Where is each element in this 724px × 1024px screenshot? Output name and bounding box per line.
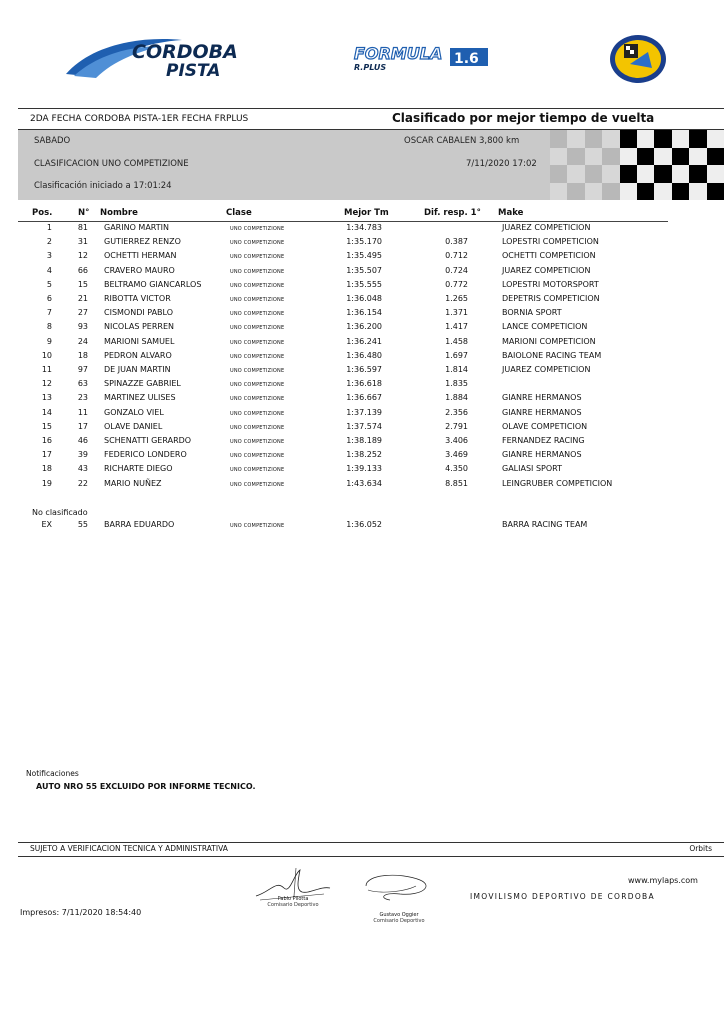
row-class: UNO COMPETIZIONE: [230, 311, 285, 318]
table-row: [0, 280, 724, 294]
row-driver-name: DE JUAN MARTIN: [104, 365, 171, 374]
header-divider: [18, 221, 668, 222]
row-best-time: 1:38.252: [346, 450, 382, 460]
row-pos: 11: [41, 365, 52, 374]
row-best-time: 1:36.597: [346, 365, 382, 374]
flag-square: [707, 183, 724, 201]
col-num: N°: [78, 208, 90, 218]
row-number: 23: [77, 393, 88, 403]
row-driver-name: RIBOTTA VICTOR: [104, 294, 171, 303]
table-row: [0, 365, 724, 379]
row-gap: 1.884: [445, 393, 468, 403]
row-best-time: 1:36.200: [346, 322, 382, 332]
flag-square: [620, 130, 637, 148]
row-number: 63: [77, 379, 88, 389]
row-gap: 1.417: [445, 322, 468, 332]
flag-square: [602, 165, 619, 183]
row-class: UNO COMPETIZIONE: [230, 254, 285, 261]
row-number: 17: [77, 421, 88, 431]
row-driver-name: CRAVERO MAURO: [104, 265, 175, 275]
row-pos: 16: [41, 436, 52, 445]
row-team: LOPESTRI COMPETICION: [502, 237, 599, 247]
row-team: JUAREZ COMPETICION: [502, 365, 591, 374]
row-gap: 0.712: [445, 251, 468, 261]
table-row: [0, 223, 724, 237]
table-row: [0, 351, 724, 365]
flag-square: [672, 148, 689, 166]
signature-2-name: Gustavo Oggier: [379, 912, 419, 918]
row-number: 18: [77, 350, 88, 360]
table-row: [0, 294, 724, 308]
flag-square: [689, 130, 706, 148]
table-row: [0, 436, 724, 450]
row-gap: 3.406: [445, 436, 468, 445]
row-best-time: 1:34.783: [346, 223, 382, 232]
formula-16-logo: [350, 44, 492, 72]
row-team: MARIONI COMPETICION: [502, 336, 596, 346]
row-pos: 6: [46, 294, 52, 303]
flag-square: [550, 183, 567, 201]
row-team: BARRA RACING TEAM: [502, 520, 588, 529]
federation-name: IMOVILISMO DEPORTIVO DE CORDOBA: [470, 892, 655, 901]
flag-square: [602, 148, 619, 166]
session-name: CLASIFICACION UNO COMPETIZIONE: [34, 159, 189, 169]
row-gap: 4.350: [445, 464, 468, 474]
row-team: JUAREZ COMPETICION: [502, 265, 591, 275]
row-number: 93: [77, 322, 88, 332]
federation-seal-logo: [608, 34, 668, 84]
row-pos: 14: [41, 407, 52, 417]
flag-square: [585, 165, 602, 183]
row-class: UNO COMPETIZIONE: [230, 240, 285, 247]
flag-square: [672, 183, 689, 201]
table-row: [0, 237, 724, 251]
flag-square: [567, 130, 584, 148]
checkered-flag: [550, 130, 724, 200]
flag-square: [707, 148, 724, 166]
row-gap: 1.835: [445, 379, 468, 389]
row-pos: 18: [41, 464, 52, 474]
table-row: [0, 393, 724, 407]
row-number: 66: [77, 265, 88, 275]
table-row: [0, 308, 724, 322]
row-team: GIANRE HERMANOS: [502, 450, 582, 460]
report-title: Clasificado por mejor tiempo de vuelta: [392, 111, 655, 125]
signature-2: [360, 872, 440, 924]
row-pos: 10: [41, 350, 52, 360]
row-driver-name: GUTIERREZ RENZO: [104, 237, 181, 247]
row-pos: 5: [46, 279, 52, 289]
row-team: JUAREZ COMPETICION: [502, 223, 591, 232]
row-class: UNO COMPETIZIONE: [230, 339, 285, 346]
flag-square: [654, 165, 671, 183]
row-class: UNO COMPETIZIONE: [230, 439, 285, 445]
flag-square: [550, 165, 567, 183]
notifications-label: Notificaciones: [26, 769, 79, 778]
signature-1-role: Comisario Deportivo: [267, 902, 319, 908]
flag-square: [637, 148, 654, 166]
row-number: 11: [77, 407, 88, 417]
row-gap: 0.772: [445, 279, 468, 289]
flag-square: [637, 165, 654, 183]
row-class: UNO COMPETIZIONE: [230, 396, 285, 403]
row-driver-name: OCHETTI HERMAN: [104, 251, 177, 261]
row-pos: 15: [41, 421, 52, 431]
flag-square: [672, 165, 689, 183]
col-best: Mejor Tm: [344, 208, 389, 218]
logo-word-rplus: R.PLUS: [354, 63, 387, 72]
row-best-time: 1:36.052: [346, 520, 382, 529]
row-team: BAIOLONE RACING TEAM: [502, 350, 602, 360]
row-number: 46: [77, 436, 88, 445]
col-class: Clase: [226, 208, 252, 218]
session-start: Clasificación iniciado a 17:01:24: [34, 181, 172, 191]
flag-square: [689, 148, 706, 166]
row-number: 55: [77, 520, 88, 529]
signature-1: [250, 866, 336, 908]
flag-square: [602, 183, 619, 201]
flag-square: [689, 183, 706, 201]
row-class: UNO COMPETIZIONE: [230, 382, 285, 389]
row-class: UNO COMPETIZIONE: [230, 410, 285, 417]
table-row: [0, 464, 724, 478]
row-pos: 13: [41, 393, 52, 403]
row-number: 21: [77, 294, 88, 303]
flag-square: [567, 165, 584, 183]
flag-square: [585, 130, 602, 148]
col-diff: Dif. resp. 1°: [424, 208, 481, 218]
row-best-time: 1:35.507: [346, 265, 382, 275]
table-row: [0, 479, 724, 493]
row-driver-name: SPINAZZE GABRIEL: [104, 379, 181, 389]
row-team: DEPETRIS COMPETICION: [502, 294, 600, 303]
table-row: [0, 266, 724, 280]
flag-square: [620, 183, 637, 201]
row-number: 97: [77, 365, 88, 374]
flag-square: [620, 148, 637, 166]
cordoba-pista-logo: [62, 36, 240, 80]
row-pos: 2: [46, 237, 52, 247]
row-number: 27: [77, 308, 88, 318]
row-driver-name: MARTINEZ ULISES: [104, 393, 176, 403]
row-driver-name: PEDRON ALVARO: [104, 350, 172, 360]
flag-square: [654, 183, 671, 201]
row-driver-name: SCHENATTI GERARDO: [104, 436, 192, 445]
footer-disclaimer: SUJETO A VERIFICACION TECNICA Y ADMINISTRATIVA: [30, 844, 228, 853]
row-driver-name: NICOLAS PERREN: [104, 322, 174, 332]
session-circuit: OSCAR CABALEN 3,800 km: [404, 136, 520, 146]
row-class: UNO COMPETIZIONE: [230, 297, 285, 303]
table-row: [0, 251, 724, 265]
printed-timestamp: Impresos: 7/11/2020 18:54:40: [20, 908, 142, 917]
row-best-time: 1:36.480: [346, 350, 382, 360]
row-team: GIANRE HERMANOS: [502, 393, 582, 403]
row-team: GIANRE HERMANOS: [502, 407, 582, 417]
session-day: SABADO: [34, 136, 71, 146]
row-class: UNO COMPETIZIONE: [230, 268, 285, 275]
row-pos: 19: [41, 478, 52, 488]
session-datetime: 7/11/2020 17:02: [466, 159, 537, 169]
flag-square: [637, 183, 654, 201]
flag-square: [585, 148, 602, 166]
row-pos: 1: [46, 223, 52, 232]
row-best-time: 1:35.555: [346, 279, 382, 289]
row-best-time: 1:35.495: [346, 251, 382, 261]
flag-square: [637, 130, 654, 148]
col-make: Make: [498, 208, 524, 218]
row-class: UNO COMPETIZIONE: [230, 282, 285, 289]
flag-square: [550, 148, 567, 166]
row-gap: 1.371: [445, 308, 468, 318]
row-best-time: 1:36.618: [346, 379, 382, 389]
row-class: UNO COMPETIZIONE: [230, 226, 285, 232]
row-class: UNO COMPETIZIONE: [230, 523, 285, 529]
flag-square: [620, 165, 637, 183]
session-info-box: [18, 130, 724, 200]
row-class: UNO COMPETIZIONE: [230, 481, 285, 488]
table-row: [0, 450, 724, 464]
logo-word-formula: FORMULA: [354, 44, 443, 63]
row-best-time: 1:35.170: [346, 237, 382, 247]
table-row: [0, 322, 724, 336]
row-number: 43: [77, 464, 88, 474]
signature-1-name: Pablo Pilotta: [277, 896, 309, 902]
row-class: UNO COMPETIZIONE: [230, 453, 285, 460]
row-number: 39: [77, 450, 88, 460]
row-class: UNO COMPETIZIONE: [230, 424, 285, 431]
row-pos: 3: [46, 251, 52, 261]
row-driver-name: BARRA EDUARDO: [104, 520, 175, 529]
flag-square: [550, 130, 567, 148]
footer-brand: Orbits: [689, 844, 712, 853]
row-class: UNO COMPETIZIONE: [230, 467, 285, 474]
row-driver-name: FEDERICO LONDERO: [104, 450, 187, 460]
row-team: BORNIA SPORT: [502, 308, 562, 318]
row-number: 22: [77, 478, 88, 488]
row-team: FERNANDEZ RACING: [502, 436, 585, 445]
flag-square: [654, 148, 671, 166]
flag-square: [567, 183, 584, 201]
row-team: LANCE COMPETICION: [502, 322, 588, 332]
row-driver-name: OLAVE DANIEL: [104, 421, 163, 431]
table-row: [0, 520, 724, 534]
flag-square: [707, 165, 724, 183]
row-team: OLAVE COMPETICION: [502, 421, 588, 431]
table-row: [0, 379, 724, 393]
row-gap: 2.791: [445, 421, 468, 431]
event-title: 2DA FECHA CORDOBA PISTA-1ER FECHA FRPLUS: [30, 114, 249, 124]
row-pos: 12: [41, 379, 52, 389]
row-driver-name: GARINO MARTIN: [104, 223, 169, 232]
row-driver-name: GONZALO VIEL: [104, 407, 164, 417]
logo-badge: 1.6: [454, 51, 479, 67]
row-gap: 1.265: [445, 294, 468, 303]
table-row: [0, 408, 724, 422]
row-number: 15: [77, 279, 88, 289]
row-gap: 3.469: [445, 450, 468, 460]
logo-word-cordoba: CORDOBA: [132, 41, 238, 63]
col-name: Nombre: [100, 208, 138, 218]
row-team: LEINGRUBER COMPETICION: [502, 478, 613, 488]
row-best-time: 1:36.241: [346, 336, 382, 346]
row-team: OCHETTI COMPETICION: [502, 251, 596, 261]
col-pos: Pos.: [32, 208, 53, 218]
row-best-time: 1:43.634: [346, 478, 382, 488]
row-pos: 7: [46, 308, 52, 318]
row-team: GALIASI SPORT: [502, 464, 563, 474]
flag-square: [672, 130, 689, 148]
table-row: [0, 337, 724, 351]
row-number: 24: [77, 336, 88, 346]
row-best-time: 1:39.133: [346, 464, 382, 474]
row-gap: 8.851: [445, 478, 468, 488]
flag-square: [602, 130, 619, 148]
flag-square: [689, 165, 706, 183]
row-driver-name: RICHARTE DIEGO: [104, 464, 173, 474]
row-class: UNO COMPETIZIONE: [230, 368, 285, 374]
row-class: UNO COMPETIZIONE: [230, 353, 285, 360]
row-team: LOPESTRI MOTORSPORT: [502, 279, 599, 289]
row-driver-name: BELTRAMO GIANCARLOS: [104, 279, 202, 289]
title-bar: [18, 108, 724, 130]
table-row: [0, 422, 724, 436]
row-gap: 0.724: [445, 265, 468, 275]
row-pos: 17: [41, 450, 52, 460]
flag-square: [585, 183, 602, 201]
row-driver-name: MARIONI SAMUEL: [104, 336, 175, 346]
row-gap: 1.458: [445, 336, 468, 346]
notifications-text: AUTO NRO 55 EXCLUIDO POR INFORME TECNICO.: [36, 782, 256, 791]
row-pos: 8: [46, 322, 52, 332]
row-gap: 1.697: [445, 350, 468, 360]
website-link[interactable]: www.mylaps.com: [628, 876, 698, 885]
row-best-time: 1:37.139: [346, 407, 382, 417]
not-classified-label: No clasificado: [32, 508, 88, 517]
row-pos: 4: [46, 265, 52, 275]
row-class: UNO COMPETIZIONE: [230, 325, 285, 332]
row-pos: EX: [41, 520, 52, 529]
row-gap: 0.387: [445, 237, 468, 247]
flag-square: [707, 130, 724, 148]
row-gap: 2.356: [445, 407, 468, 417]
row-number: 31: [77, 237, 88, 247]
flag-square: [567, 148, 584, 166]
row-best-time: 1:37.574: [346, 421, 382, 431]
logo-word-pista: PISTA: [166, 61, 221, 80]
row-pos: 9: [46, 336, 52, 346]
footer-bar: [18, 842, 724, 857]
signature-2-role: Comisario Deportivo: [373, 918, 425, 924]
row-best-time: 1:36.154: [346, 308, 382, 318]
row-best-time: 1:38.189: [346, 436, 382, 445]
flag-square: [654, 130, 671, 148]
row-best-time: 1:36.667: [346, 393, 382, 403]
row-best-time: 1:36.048: [346, 294, 382, 303]
row-number: 12: [77, 251, 88, 261]
row-driver-name: CISMONDI PABLO: [104, 308, 174, 318]
row-driver-name: MARIO NUÑEZ: [104, 478, 162, 488]
row-gap: 1.814: [445, 365, 468, 374]
row-number: 81: [77, 223, 88, 232]
